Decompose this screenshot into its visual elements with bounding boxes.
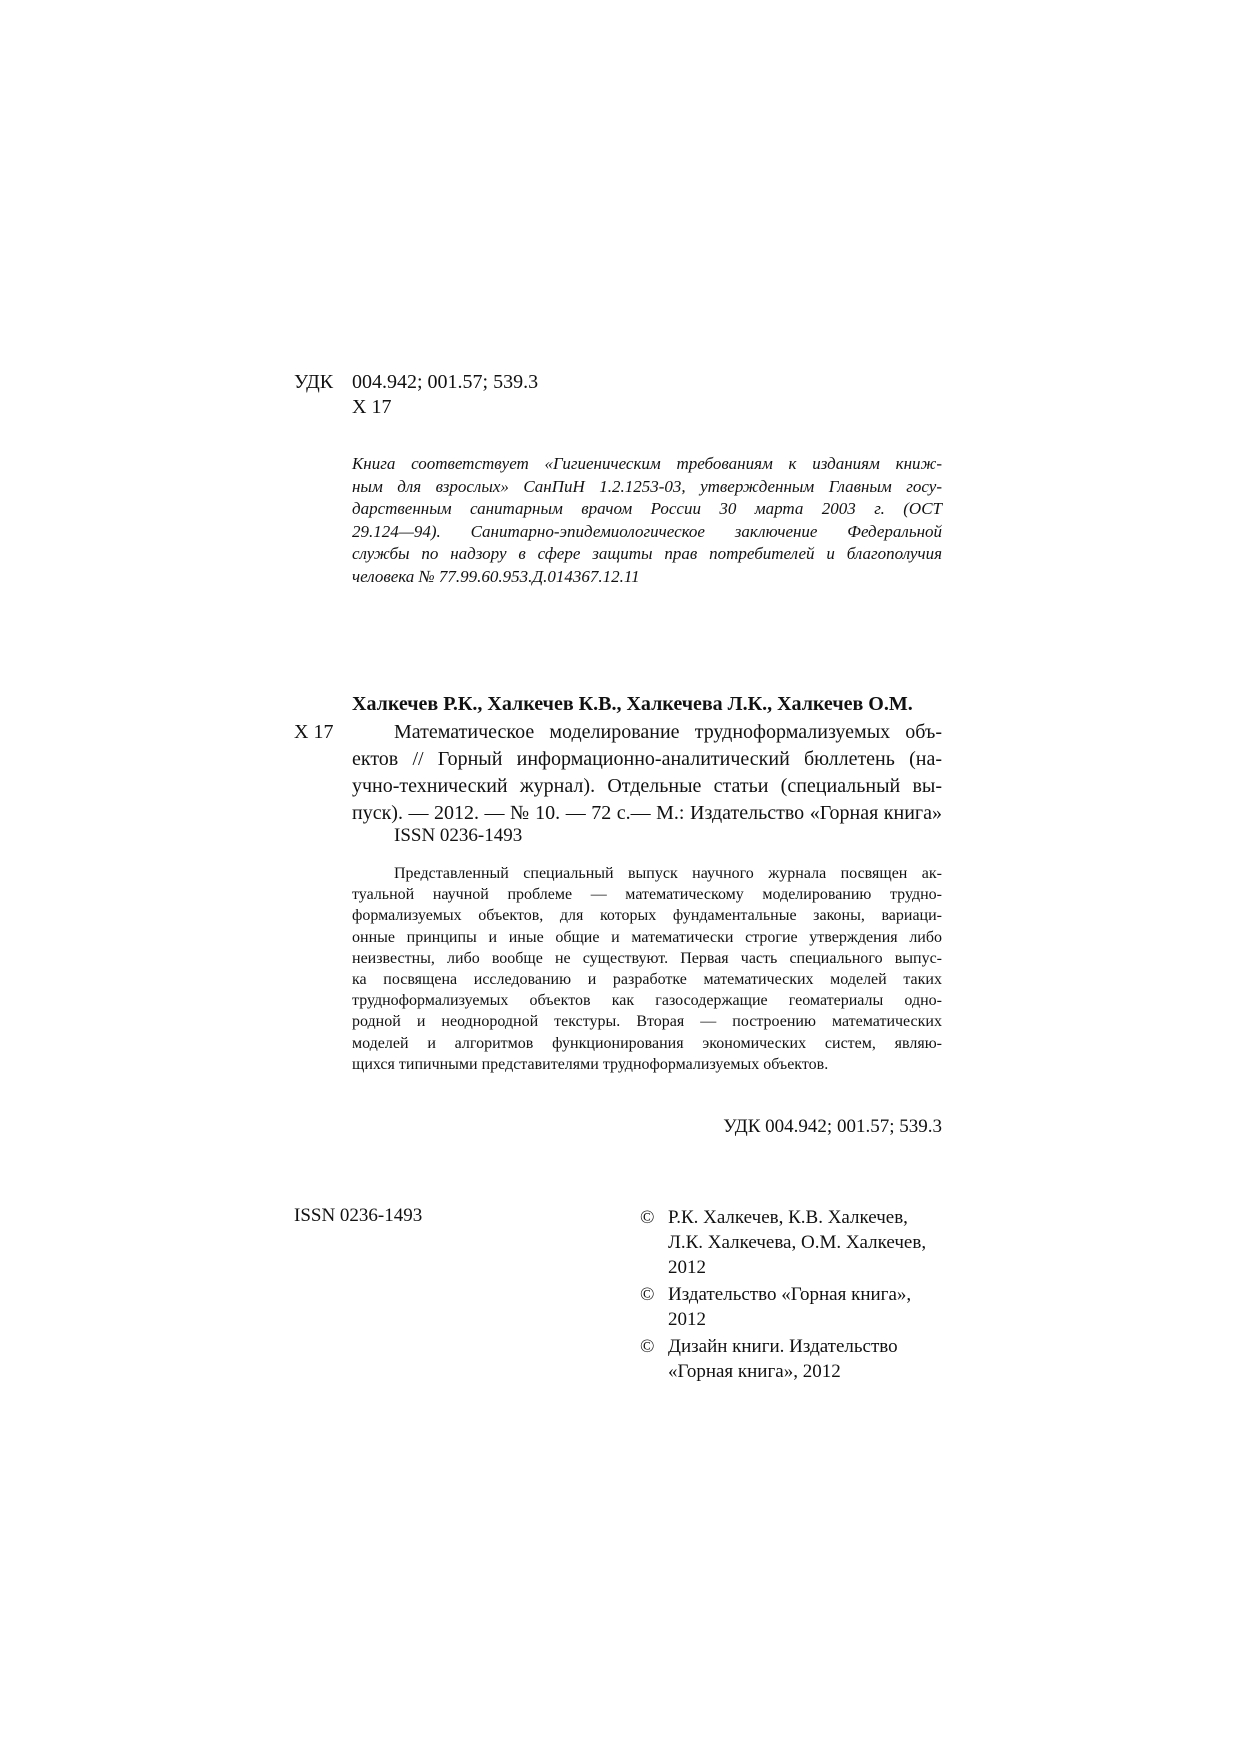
udc-label: УДК: [294, 371, 334, 393]
copyright-line: Дизайн книги. Издательство: [668, 1336, 898, 1357]
annotation-line: Представленный специальный выпуск научного журнала посвящен ак-: [394, 865, 942, 882]
copyright-line: «Горная книга», 2012: [668, 1361, 841, 1382]
copyright-symbol: ©: [640, 1207, 655, 1228]
annotation-line: моделей и алгоритмов функционирования экономических систем, являю-: [352, 1034, 942, 1052]
udc-right: УДК 004.942; 001.57; 539.3: [723, 1116, 942, 1137]
copyright-symbol: ©: [640, 1284, 655, 1305]
side-author-mark: Х 17: [294, 721, 334, 743]
copyright-line: Р.К. Халкечев, К.В. Халкечев,: [668, 1207, 908, 1228]
author-mark: Х 17: [352, 396, 392, 418]
annotation-line: формализуемых объектов, для которых фундаментальные законы, вариаци-: [352, 907, 942, 925]
copyright-block: [640, 1205, 960, 1386]
bib-line: пуск). — 2012. — № 10. — 72 с.— М.: Издательство «Горная книга»: [352, 802, 942, 824]
bib-line: Математическое моделирование трудноформализуемых объ-: [394, 721, 942, 743]
hygiene-line: ным для взрослых» СанПиН 1.2.1253-03, утвержденным Главным госу-: [352, 476, 942, 496]
hygiene-line: человека № 77.99.60.953.Д.014367.12.11: [352, 566, 640, 586]
annotation-line: туальной научной проблеме — математическому моделированию трудно-: [352, 886, 942, 904]
bib-line: учно-технический журнал). Отдельные статьи (специальный вы-: [352, 775, 942, 797]
annotation-line: трудноформализуемых объектов как газосодержащие геоматериалы одно-: [352, 992, 942, 1010]
copyright-line: 2012: [668, 1309, 706, 1330]
bib-line: ектов // Горный информационно-аналитический бюллетень (на-: [352, 748, 942, 770]
copyright-line: 2012: [668, 1257, 706, 1278]
annotation-line: родной и неоднородной текстуры. Вторая — построению математических: [352, 1013, 942, 1031]
annotation-line: онные принципы и иные общие и математически строгие утверждения либо: [352, 928, 942, 946]
annotation-line: неизвестны, либо вообще не существуют. Первая часть специального выпус-: [352, 949, 942, 967]
hygiene-note: [352, 453, 942, 588]
bibliographic-description: [352, 719, 942, 827]
copyright-item-publisher: [640, 1282, 960, 1332]
copyright-item-authors: [640, 1205, 960, 1280]
copyright-line: Л.К. Халкечева, О.М. Халкечев,: [668, 1232, 927, 1253]
issn-bottom: ISSN 0236-1493: [294, 1205, 423, 1226]
copyright-symbol: ©: [640, 1336, 655, 1357]
hygiene-line: 29.124—94). Санитарно-эпидемиологическое заключение Федеральной: [352, 521, 942, 541]
authors-line: Халкечев Р.К., Халкечев К.В., Халкечева Л.К., Халкечев О.М.: [352, 693, 913, 715]
annotation-line: ка посвящена исследованию и разработке математических моделей таких: [352, 971, 942, 989]
issn-middle: ISSN 0236-1493: [394, 825, 523, 846]
copyright-item-design: [640, 1334, 960, 1384]
annotation: [352, 863, 942, 1075]
udc-code: 004.942; 001.57; 539.3: [352, 371, 539, 393]
hygiene-line: службы по надзору в сфере защиты прав потребителей и благополучия: [352, 544, 942, 563]
hygiene-line: дарственным санитарным врачом России 30 марта 2003 г. (ОСТ: [352, 499, 942, 518]
hygiene-line: Книга соответствует «Гигиеническим требованиям к изданиям книж-: [352, 454, 942, 473]
copyright-line: Издательство «Горная книга»,: [668, 1284, 912, 1305]
annotation-line: щихся типичными представителями трудноформализуемых объектов.: [352, 1055, 829, 1073]
